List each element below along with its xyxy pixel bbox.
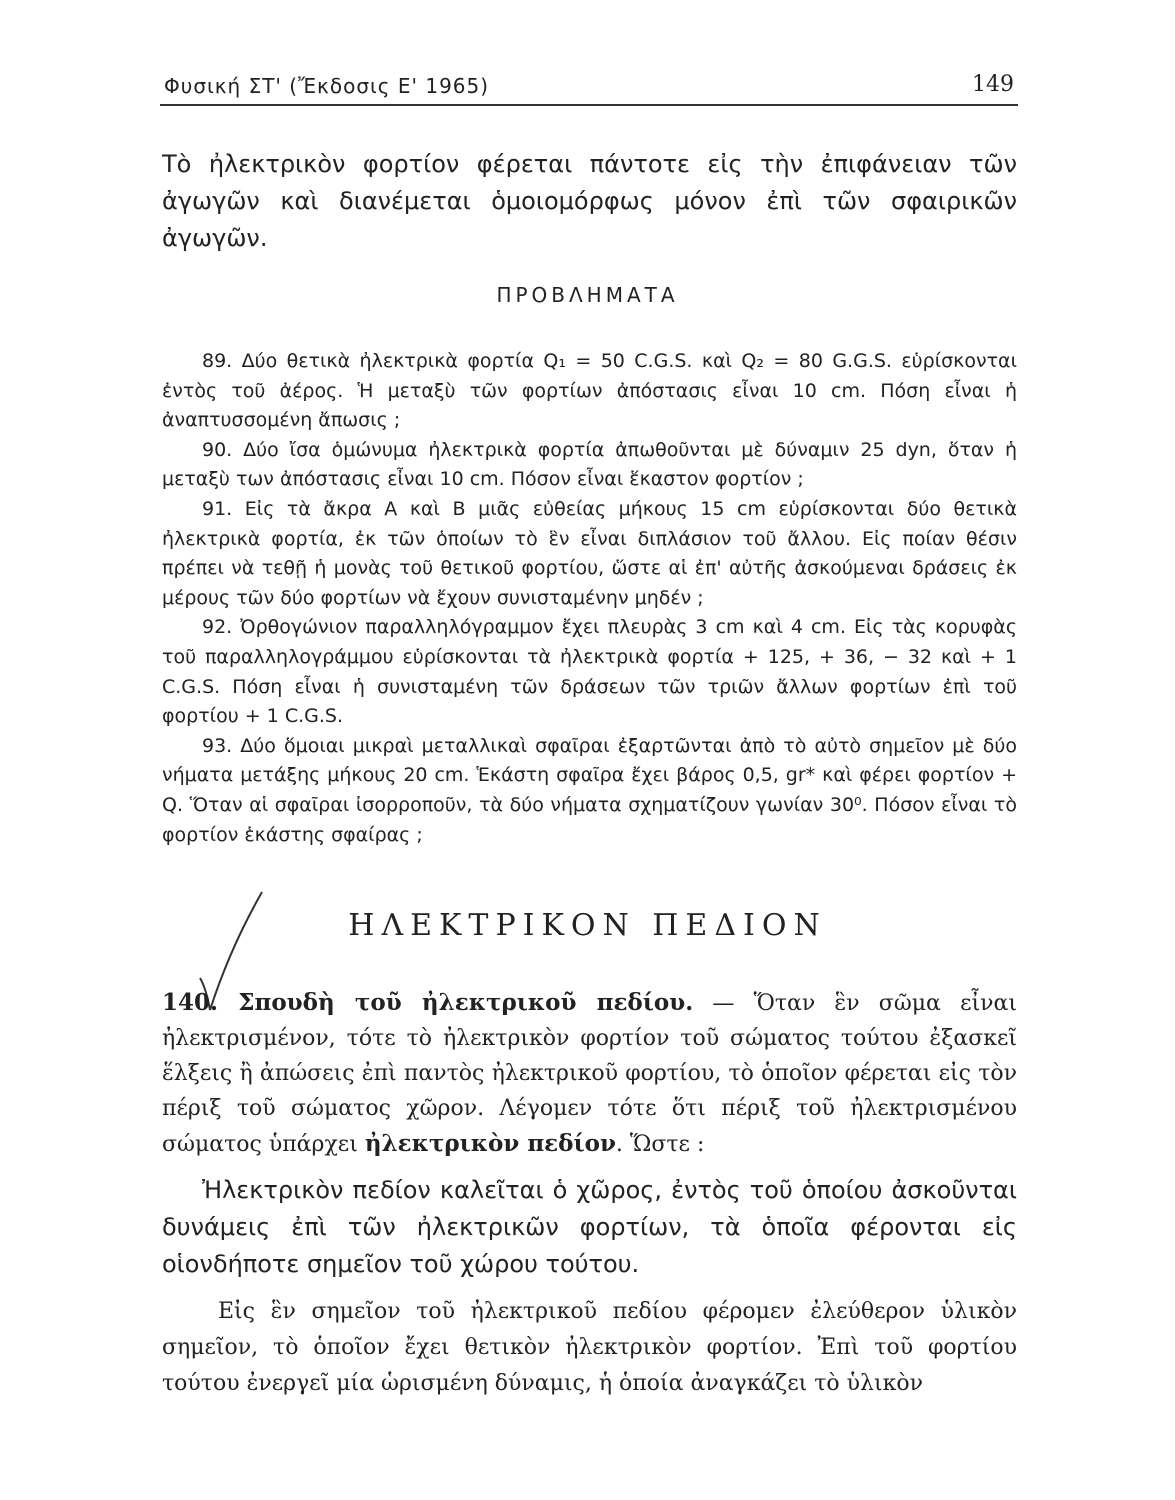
- problem-92: 92. Ὀρθογώνιον παραλληλόγραμμον ἔχει πλευρὰς 3 cm καὶ 4 cm. Εἰς τὰς κορυφὰς τοῦ παραλληλογράμμου εὑρίσκονται τὰ ἠλεκτρικὰ φορτία + 125, + 36, − 32 καὶ + 1 C.G.S. Πόση εἶναι ἡ συνισταμένη τῶν δράσεων τῶν τριῶν ἄλλων φορτίων ἐπὶ τοῦ φορτίου + 1 C.G.S.: [162, 616, 1017, 728]
- book-title: Φυσική ΣΤ' (Ἔκδοσις Ε' 1965): [164, 74, 490, 98]
- definition-paragraph: Ἠλεκτρικὸν πεδίον καλεῖται ὁ χῶρος, ἐντὸς τοῦ ὁποίου ἀσκοῦνται δυνάμεις ἐπὶ τῶν ἠλεκτρικῶν φορτίων, τὰ ὁποῖα φέρονται εἰς οἱονδήποτε σημεῖον τοῦ χώρου τούτου.: [162, 1176, 1017, 1278]
- problem-89: 89. Δύο θετικὰ ἠλεκτρικὰ φορτία Q₁ = 50 C.G.S. καὶ Q₂ = 80 G.G.S. εὑρίσκονται ἐντὸς τοῦ ἀέρος. Ἡ μεταξὺ τῶν φορτίων ἀπόστασις εἶναι 10 cm. Πόση εἶναι ἡ ἀναπτυσσομένη ἄπωσις ;: [162, 350, 1017, 432]
- problems-heading: ΠΡΟΒΛΗΜΑΤΑ: [496, 283, 679, 307]
- problem-90: 90. Δύο ἴσα ὁμώνυμα ἠλεκτρικὰ φορτία ἀπωθοῦνται μὲ δύναμιν 25 dyn, ὅταν ἡ μεταξὺ των ἀπόστασις εἶναι 10 cm. Πόσον εἶναι ἕκαστον φορτίον ;: [162, 438, 1017, 491]
- problem-93: 93. Δύο ὅμοιαι μικραὶ μεταλλικαὶ σφαῖραι ἐξαρτῶνται ἀπὸ τὸ αὐτὸ σημεῖον μὲ δύο νήματα μετάξης μήκους 20 cm. Ἑκάστη σφαῖρα ἔχει βάρος 0,5, gr* καὶ φέρει φορτίον + Q. Ὅταν αἱ σφαῖραι ἰσορροποῦν, τὰ δύο νήματα σχηματίζουν γωνίαν 30⁰. Πόσον εἶναι τὸ φορτίον ἑκάστης σφαίρας ;: [162, 734, 1017, 846]
- page-number: 149: [972, 72, 1014, 97]
- intro-paragraph: Τὸ ἠλεκτρικὸν φορτίον φέρεται πάντοτε εἰς τὴν ἐπιφάνειαν τῶν ἀγωγῶν καὶ διανέμεται ὁμοιομόρφως μόνον ἐπὶ τῶν σφαιρικῶν ἀγωγῶν.: [162, 150, 1017, 252]
- section-140-heading: 140. Σπουδὴ τοῦ ἠλεκτρικοῦ πεδίου.: [162, 989, 694, 1016]
- section-140-emphasis: ἠλεκτρικὸν πεδίον: [364, 1130, 616, 1157]
- section-140-text-a: — Ὅταν ἓν σῶμα εἶναι ἠλεκτρισμένον, τότε τὸ ἠλεκτρικὸν φορτίον τοῦ σώματος τούτου ἐξασκεῖ ἕλξεις ἢ ἀπώσεις ἐπὶ παντὸς ἠλεκτρικοῦ φορτίου, τὸ ὁποῖον φέρεται εἰς τὸν πέριξ τοῦ σώματος χῶρον. Λέγομεν τότε ὅτι πέριξ τοῦ ἠλεκτρισμένου σώματος ὑπάρχει: [162, 991, 1017, 1157]
- section-140-paragraph: [162, 985, 1017, 1162]
- problem-91: 91. Εἰς τὰ ἄκρα Α καὶ Β μιᾶς εὐθείας μήκους 15 cm εὑρίσκονται δύο θετικὰ ἠλεκτρικὰ φορτία, ἐκ τῶν ὁποίων τὸ ἓν εἶναι διπλάσιον τοῦ ἄλλου. Εἰς ποίαν θέσιν πρέπει νὰ τεθῇ ἡ μονὰς τοῦ θετικοῦ φορτίου, ὥστε αἱ ἐπ' αὐτῆς ἀσκούμεναι δράσεις ἐκ μέρους τῶν δύο φορτίων νὰ ἔχουν συνισταμένην μηδέν ;: [162, 497, 1017, 609]
- final-paragraph: Εἰς ἓν σημεῖον τοῦ ἠλεκτρικοῦ πεδίου φέρομεν ἐλεύθερον ὑλικὸν σημεῖον, τὸ ὁποῖον ἔχει θετικὸν ἠλεκτρικὸν φορτίον. Ἐπὶ τοῦ φορτίου τούτου ἐνεργεῖ μία ὡρισμένη δύναμις, ἡ ὁποία ἀναγκάζει τὸ ὑλικὸν: [162, 1299, 1017, 1396]
- section-heading: ΗΛΕΚΤΡΙΚΟΝ ΠΕΔΙΟΝ: [348, 908, 827, 943]
- problems-list: [162, 347, 1017, 850]
- section-140-text-b: . Ὥστε :: [615, 1132, 705, 1157]
- page-header: [160, 70, 1018, 106]
